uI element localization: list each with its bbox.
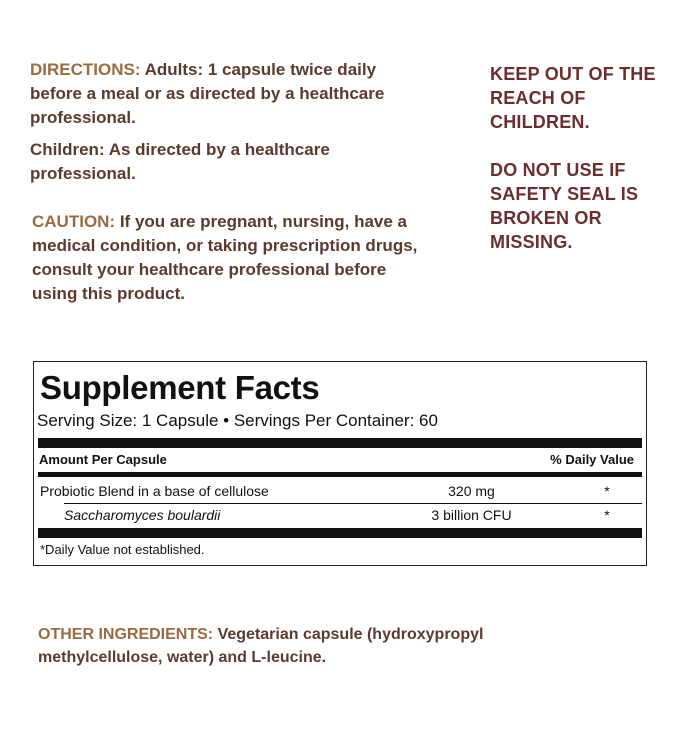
- ingredient-daily-value: *: [604, 483, 610, 499]
- other-ingredients-label: OTHER INGREDIENTS:: [38, 626, 214, 643]
- other-ingredients-paragraph: [38, 623, 598, 669]
- caution-text: If you are pregnant, nursing, have a medical condition, or taking prescription drugs, consult your healthcare professional before using this product.: [32, 212, 418, 303]
- supplement-facts-panel: [33, 361, 647, 566]
- usage-instructions: [30, 58, 430, 306]
- caution-paragraph: [32, 210, 430, 306]
- directions-paragraph: [30, 58, 430, 130]
- thick-divider-top: [38, 438, 642, 448]
- other-ingredients: [38, 623, 598, 669]
- medium-divider: [38, 472, 642, 477]
- safety-seal-warning: DO NOT USE IF SAFETY SEAL IS BROKEN OR MISSING.: [490, 160, 639, 252]
- children-directions: Children: As directed by a healthcare professional.: [30, 140, 330, 183]
- ingredient-name: Probiotic Blend in a base of cellulose: [40, 483, 269, 499]
- directions-label: DIRECTIONS:: [30, 60, 141, 79]
- ingredient-daily-value: *: [604, 507, 610, 523]
- directions-text: Adults: 1 capsule twice daily before a meal or as directed by a healthcare professional.: [30, 60, 385, 127]
- other-ingredients-text: Vegetarian capsule (hydroxypropyl methylcellulose, water) and L-leucine.: [38, 626, 484, 666]
- row-divider: [64, 503, 642, 504]
- serving-info: Serving Size: 1 Capsule • Servings Per Container: 60: [37, 411, 438, 430]
- caution-label: CAUTION:: [32, 212, 116, 231]
- ingredient-amount: 320 mg: [448, 483, 495, 499]
- supplement-facts-title: Supplement Facts: [40, 369, 320, 406]
- daily-value-header: % Daily Value: [550, 452, 634, 467]
- warnings-block: [490, 62, 660, 254]
- thick-divider-bottom: [38, 528, 642, 538]
- ingredient-name: Saccharomyces boulardii: [64, 507, 221, 523]
- daily-value-footnote: *Daily Value not established.: [40, 542, 205, 557]
- keep-out-warning: KEEP OUT OF THE REACH OF CHILDREN.: [490, 64, 656, 132]
- amount-per-capsule-header: Amount Per Capsule: [39, 452, 167, 467]
- ingredient-amount: 3 billion CFU: [431, 507, 512, 523]
